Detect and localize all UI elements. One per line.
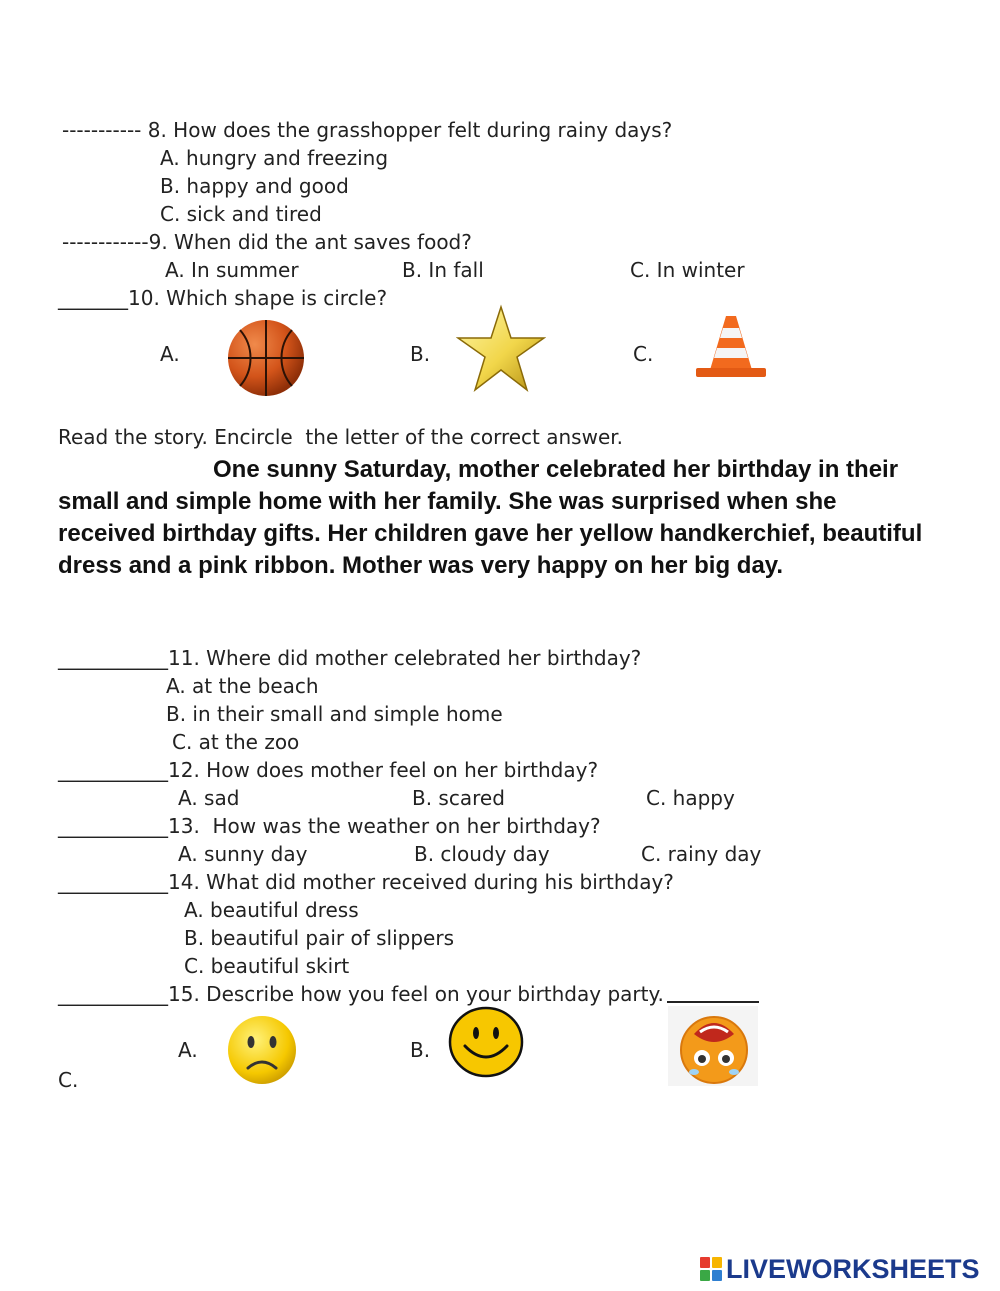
question-10-option-a[interactable]: A. <box>160 342 180 366</box>
question-13-stem: ___________13. How was the weather on her birthday? <box>58 814 601 838</box>
question-13-option-a[interactable]: A. sunny day <box>178 842 308 866</box>
question-9-option-a[interactable]: A. In summer <box>165 258 299 282</box>
question-15-option-c[interactable]: C. <box>58 1068 79 1092</box>
question-12-option-c[interactable]: C. happy <box>646 786 735 810</box>
liveworksheets-logo-icon <box>700 1257 722 1281</box>
question-8-option-a[interactable]: A. hungry and freezing <box>160 146 389 170</box>
question-14-stem: ___________14. What did mother received during his birthday? <box>58 870 674 894</box>
liveworksheets-logo <box>700 1254 980 1284</box>
question-13-option-b[interactable]: B. cloudy day <box>414 842 550 866</box>
question-14-option-a[interactable]: A. beautiful dress <box>184 898 359 922</box>
question-11-option-c[interactable]: C. at the zoo <box>172 730 300 754</box>
instructions: Read the story. Encircle the letter of the correct answer. <box>58 425 623 449</box>
traffic-cone-icon <box>694 314 768 380</box>
question-12-stem: ___________12. How does mother feel on her birthday? <box>58 758 599 782</box>
question-13-option-c[interactable]: C. rainy day <box>641 842 762 866</box>
question-10-option-b[interactable]: B. <box>410 342 431 366</box>
question-11-option-b[interactable]: B. in their small and simple home <box>166 702 503 726</box>
star-icon <box>456 304 546 394</box>
question-10-stem: _______10. Which shape is circle? <box>58 286 388 310</box>
question-14-option-b[interactable]: B. beautiful pair of slippers <box>184 926 454 950</box>
story-paragraph <box>58 454 938 582</box>
question-9-stem: ------------9. When did the ant saves food? <box>62 230 472 254</box>
question-15-option-a[interactable]: A. <box>178 1038 198 1062</box>
question-8-option-b[interactable]: B. happy and good <box>160 174 349 198</box>
question-11-stem: ___________11. Where did mother celebrated her birthday? <box>58 646 642 670</box>
question-8-stem: ----------- 8. How does the grasshopper felt during rainy days? <box>62 118 673 142</box>
question-14-option-c[interactable]: C. beautiful skirt <box>184 954 350 978</box>
basketball-icon <box>226 318 306 398</box>
crying-face-icon <box>668 1006 758 1086</box>
question-12-option-a[interactable]: A. sad <box>178 786 240 810</box>
story-text: One sunny Saturday, mother celebrated her birthday in their small and simple home with her family. She was surprised when she received birthday gifts. Her children gave her yellow handkerchief, beautiful dress and a pink ribbon. Mother was very happy on her big day. <box>58 456 923 579</box>
question-15-stem: ___________15. Describe how you feel on your birthday party. <box>58 982 664 1006</box>
answer-underline <box>667 1001 759 1003</box>
question-15-option-b[interactable]: B. <box>410 1038 431 1062</box>
question-8-option-c[interactable]: C. sick and tired <box>160 202 322 226</box>
question-9-option-c[interactable]: C. In winter <box>630 258 745 282</box>
question-10-option-c[interactable]: C. <box>633 342 654 366</box>
sad-face-icon <box>226 1014 298 1086</box>
liveworksheets-logo-text: LIVEWORKSHEETS <box>726 1253 980 1284</box>
smiley-face-icon <box>448 1006 524 1078</box>
question-11-option-a[interactable]: A. at the beach <box>166 674 319 698</box>
question-9-option-b[interactable]: B. In fall <box>402 258 484 282</box>
question-12-option-b[interactable]: B. scared <box>412 786 505 810</box>
